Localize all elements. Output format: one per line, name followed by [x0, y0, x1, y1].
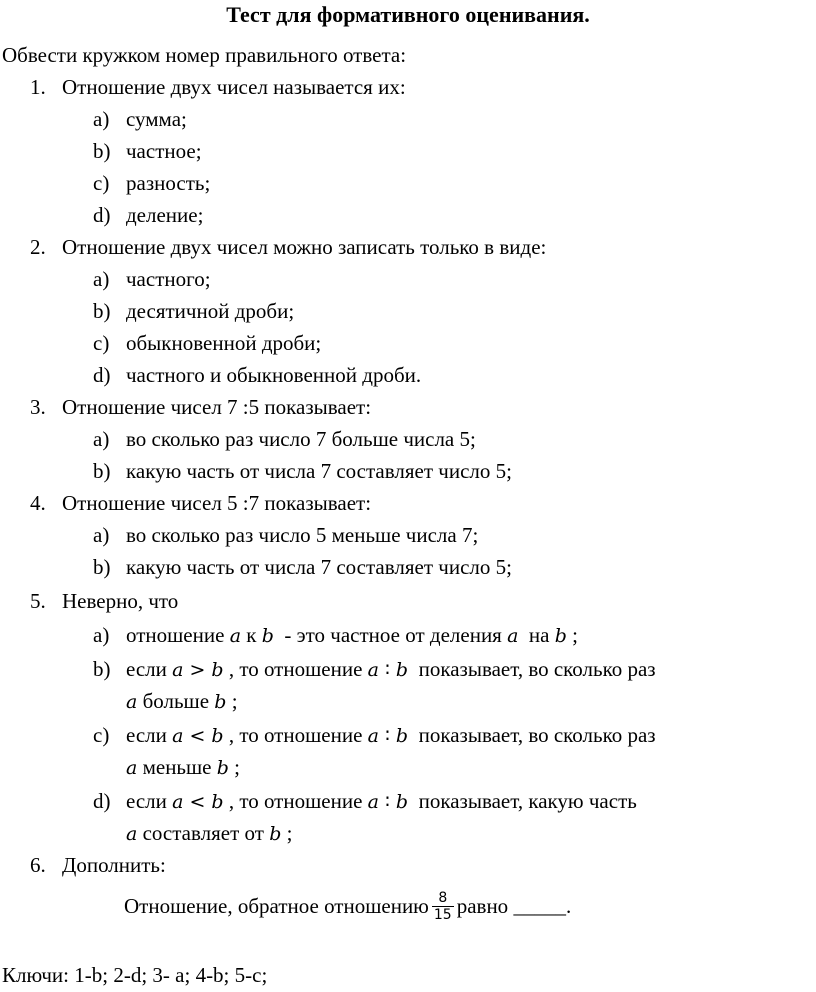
math-variable: a [229, 625, 242, 647]
text-segment: показывает, какую часть [418, 789, 637, 813]
ratio-sign: ∶ [384, 791, 390, 813]
option-text: частного и обыкновенной дроби. [126, 363, 422, 387]
text-segment: к [246, 623, 257, 647]
fraction-numerator: 8 [432, 890, 454, 907]
math-variable: b [261, 625, 274, 647]
text-segment: ; [572, 623, 578, 647]
math-variable: b [211, 791, 224, 813]
q6-fill-in-line [124, 886, 571, 926]
text-segment: , то отношение [228, 723, 363, 747]
option-letter: a) [93, 623, 110, 647]
instruction-text: Обвести кружком номер правильного ответа: [2, 43, 407, 67]
math-variable: a [126, 757, 138, 779]
option-letter: b) [93, 657, 111, 681]
question-text: Отношение двух чисел можно записать только в виде: [62, 235, 547, 259]
math-variable: a [126, 823, 138, 845]
option-text [126, 656, 656, 683]
less-than-sign: < [189, 791, 206, 813]
option-text: какую часть от числа 7 составляет число 5; [126, 555, 512, 579]
text-segment: Отношение, обратное отношению [124, 894, 429, 918]
math-variable: a [367, 659, 379, 681]
option-text [126, 622, 578, 649]
text-segment: , то отношение [228, 657, 363, 681]
question-number: 5. [30, 589, 46, 613]
option-letter: a) [93, 107, 110, 131]
option-text: сумма; [126, 107, 187, 131]
option-text: десятичной дроби; [126, 299, 295, 323]
option-letter: d) [93, 789, 111, 813]
option-letter: a) [93, 427, 110, 451]
option-text-continuation [126, 754, 240, 781]
ratio-sign: ∶ [384, 659, 390, 681]
option-letter: a) [93, 267, 110, 291]
option-text: какую часть от числа 7 составляет число 5; [126, 459, 512, 483]
option-text: во сколько раз число 5 меньше числа 7; [126, 523, 479, 547]
math-variable: a [367, 725, 379, 747]
option-text: разность; [126, 171, 211, 195]
less-than-sign: < [189, 725, 206, 747]
option-letter: b) [93, 555, 111, 579]
math-variable: b [211, 659, 224, 681]
fraction [432, 890, 454, 923]
text-segment: ; [234, 755, 241, 779]
math-variable: b [216, 757, 229, 779]
question-number: 6. [30, 853, 46, 877]
text-segment: равно [456, 894, 509, 918]
option-letter: b) [93, 459, 111, 483]
question-text: Отношение чисел 5 :7 показывает: [62, 491, 372, 515]
option-text-continuation [126, 688, 238, 715]
text-segment: меньше [142, 755, 212, 779]
math-variable: b [395, 725, 409, 747]
math-variable: b [214, 691, 227, 713]
question-number: 3. [30, 395, 46, 419]
math-variable: b [395, 659, 409, 681]
option-text: во сколько раз число 7 больше числа 5; [126, 427, 476, 451]
text-segment: отношение [126, 623, 225, 647]
text-segment: , то отношение [228, 789, 363, 813]
question-text: Неверно, что [62, 589, 179, 613]
text-segment: составляет от [142, 821, 264, 845]
question-number: 2. [30, 235, 46, 259]
answer-blank[interactable]: _____. [513, 894, 572, 918]
question-text: Дополнить: [62, 853, 166, 877]
math-variable: a [126, 691, 138, 713]
question-text: Отношение чисел 7 :5 показывает: [62, 395, 372, 419]
option-text: деление; [126, 203, 204, 227]
text-segment: если [126, 657, 167, 681]
option-letter: b) [93, 139, 111, 163]
option-text-continuation [126, 820, 292, 847]
math-variable: b [211, 725, 224, 747]
math-variable: a [172, 725, 184, 747]
text-segment: ; [286, 821, 293, 845]
answer-keys: Ключи: 1-b; 2-d; 3- a; 4-b; 5-c; [2, 963, 268, 987]
option-letter: b) [93, 299, 111, 323]
math-variable: b [395, 791, 409, 813]
option-letter: c) [93, 723, 110, 747]
option-text [126, 722, 656, 749]
math-variable: b [269, 823, 282, 845]
question-number: 1. [30, 75, 46, 99]
option-letter: d) [93, 363, 111, 387]
text-segment: на [528, 623, 550, 647]
question-text: Отношение двух чисел называется их: [62, 75, 406, 99]
question-number: 4. [30, 491, 46, 515]
math-variable: a [367, 791, 379, 813]
option-letter: d) [93, 203, 111, 227]
math-variable: a [172, 659, 184, 681]
math-variable: a [507, 625, 519, 647]
page-title: Тест для формативного оценивания. [226, 2, 590, 27]
option-text: обыкновенной дроби; [126, 331, 322, 355]
option-text [126, 788, 637, 815]
option-text: частное; [126, 139, 202, 163]
ratio-sign: ∶ [384, 725, 390, 747]
option-text: частного; [126, 267, 211, 291]
text-segment: если [126, 723, 167, 747]
text-segment: - это частное от деления [284, 623, 502, 647]
option-letter: c) [93, 171, 110, 195]
text-segment: если [126, 789, 167, 813]
option-letter: a) [93, 523, 110, 547]
text-segment: больше [142, 689, 210, 713]
math-variable: a [172, 791, 184, 813]
text-segment: ; [231, 689, 238, 713]
text-segment: показывает, во сколько раз [418, 723, 656, 747]
fraction-denominator: 15 [433, 906, 452, 923]
text-segment: показывает, во сколько раз [418, 657, 656, 681]
math-variable: b [554, 625, 567, 647]
option-letter: c) [93, 331, 110, 355]
greater-than-sign: > [189, 659, 206, 681]
